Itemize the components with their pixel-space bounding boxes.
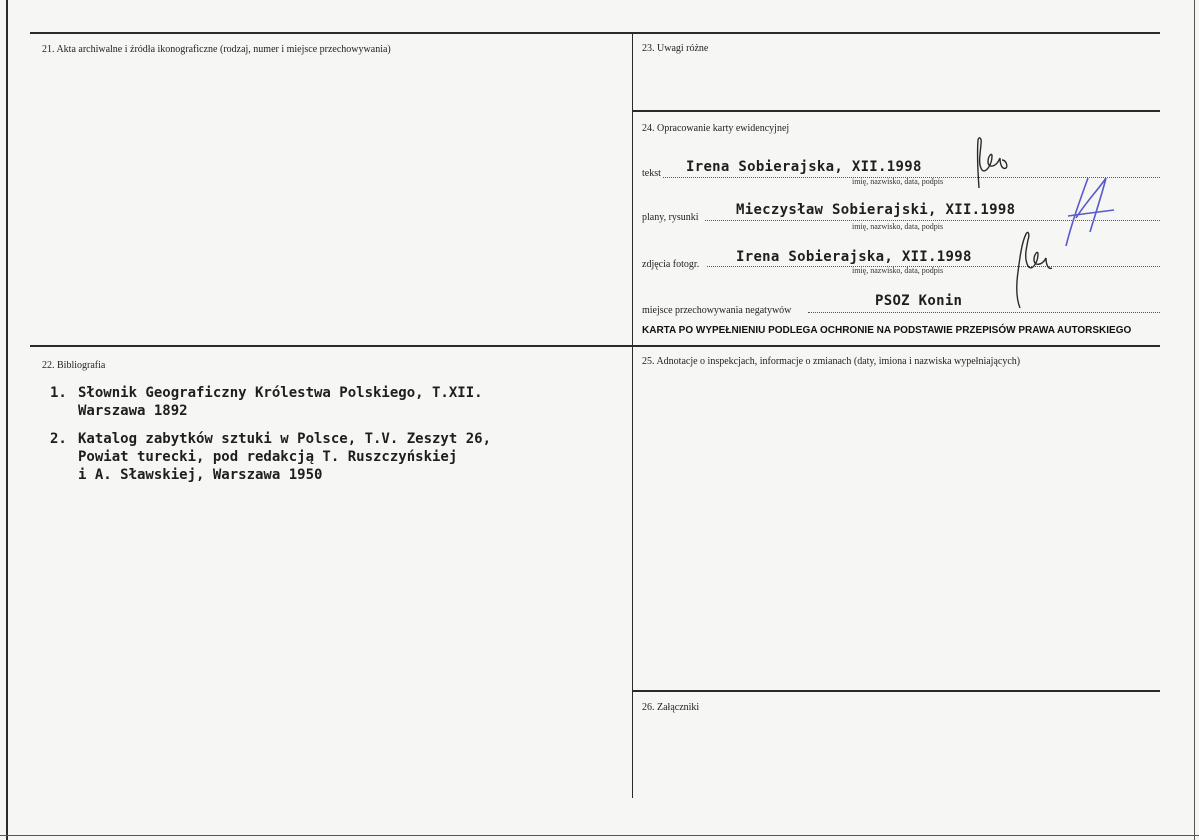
frame-right-edge [1194,0,1195,840]
copyright-notice: KARTA PO WYPEŁNIENIU PODLEGA OCHRONIE NA PODSTAWIE PRZEPISÓW PRAWA AUTORSKIEGO [642,325,1132,336]
bibliography-item-number: 1. [50,385,67,401]
tekst-label: tekst [642,168,661,179]
bibliography-item-text: Katalog zabytków sztuki w Polsce, T.V. Zeszyt 26, Powiat turecki, pod redakcją T. Ruszczyńskiej i A. Sławskiej, Warszawa 1950 [78,431,492,483]
zdjecia-label: zdjęcia fotogr. [642,259,700,270]
bibliography-list [50,384,491,494]
section-21-label: 21. Akta archiwalne i źródła ikonograficzne (rodzaj, numer i miejsce przechowywania) [42,44,391,55]
negatywy-label: miejsce przechowywania negatywów [642,305,792,316]
signature-plany [1058,172,1118,248]
section-25-label: 25. Adnotacje o inspekcjach, informacje o zmianach (daty, imiona i nazwiska wypełniających) [642,356,1021,367]
bibliography-item-text: Słownik Geograficzny Królestwa Polskiego, T.XII. Warszawa 1892 [78,385,483,419]
center-divider [632,32,633,798]
plany-label: plany, rysunki [642,212,699,223]
section-22-label: 22. Bibliografia [42,360,106,371]
frame-bottom-edge [0,835,1199,836]
signature-zdjecia [1008,228,1056,310]
plany-hint: imię, nazwisko, data, podpis [852,222,944,231]
divider-25-26 [632,690,1160,692]
section-24-label: 24. Opracowanie karty ewidencyjnej [642,123,790,134]
zdjecia-hint: imię, nazwisko, data, podpis [852,266,944,275]
frame-left-edge [6,0,8,840]
middle-divider [30,345,1160,347]
tekst-value: Irena Sobierajska, XII.1998 [686,159,922,175]
bibliography-item-number: 2. [50,431,67,447]
negatywy-line [808,312,1160,313]
negatywy-value: PSOZ Konin [875,293,963,309]
section-26-label: 26. Załączniki [642,702,700,713]
signature-tekst [970,134,1012,190]
plany-value: Mieczysław Sobierajski, XII.1998 [736,202,1016,218]
divider-23-24 [632,110,1160,112]
zdjecia-value: Irena Sobierajska, XII.1998 [736,249,972,265]
bibliography-item [50,430,491,484]
bibliography-item [50,384,491,420]
tekst-hint: imię, nazwisko, data, podpis [852,177,944,186]
top-border [30,32,1160,34]
section-23-label: 23. Uwagi różne [642,43,709,54]
